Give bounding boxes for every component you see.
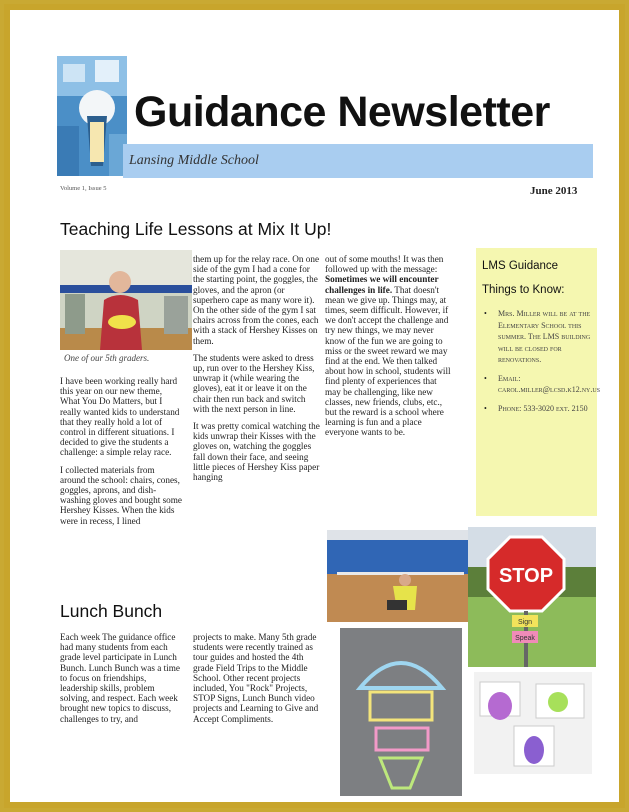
school-banner [123,144,593,178]
article-heading-mix-it-up: Teaching Life Lessons at Mix It Up! [60,219,332,239]
lunch-bunch-column2 [193,632,321,731]
student-relay-photo [60,250,192,350]
lunch-bunch-paragraph: projects to make. Many 5th grade students were recently trained as tour guides and hosted the 4th grade Field Trips to the Middle School. Other recent projects included, You "Rock" Projects, STOP Signs, Lunch Bunch video projects and Learning to Give and Accept Compliments. [193,632,319,724]
gym-relay-photo [327,530,474,622]
speak-label: Speak [515,635,535,642]
issue-date: June 2013 [530,185,578,197]
article1-column3 [325,254,451,438]
page-border [4,4,625,808]
sidebar-item-summer: • Mrs. Miller will be at the Elementary School this summer. The LMS building will be closed for renovations. [484,308,594,366]
sidebar-heading: LMS Guidance [482,260,559,272]
school-name: Lansing Middle School [129,153,259,168]
article1-column1 [60,376,182,533]
school-logo [57,56,127,176]
sidebar-list [484,308,601,421]
photo-caption: One of our 5th graders. [64,353,150,363]
sidebar-subheading: Things to Know: [482,284,565,296]
article1-text: That doesn't mean we give up. Things may, at times, seem difficult. However, if we don't accept the challenge and try new things, we may never know of the fun we are going to miss or the sweet reward we may find at the end. We then talked about how in school, students will find plenty of experiences that may be challenging, like new classes, new friends, clubs, etc., but the reward is a school where learning is fun and a place everyone wants to be. [325,284,451,438]
article1-column2 [193,254,321,489]
article1-paragraph: It was pretty comical watching the kids unwrap their Kisses with the gloves on, watching the goggles fall down their face, and seeing little pieces of Hershey Kiss paper hanging [193,421,320,483]
stop-sign-text: STOP [498,565,554,587]
article1-paragraph: I have been working really hard this year on our new theme, What You Do Matters, but I really wanted kids to understand that they really hold a lot of control in different situations. I decided to give the students a challenge: a simple relay race. [60,376,180,458]
lunch-bunch-column1 [60,632,186,731]
article1-paragraph: The students were asked to dress up, run over to the Hershey Kiss, unwrap it (while wearing the gloves), eat it or leave it on the chair then run back and switch with the next person in line. [193,352,315,414]
sidebar-item-phone: • Phone: 533-3020 ext. 2150 [484,403,594,415]
article1-key-message: Sometimes we will encounter challenges in life. [325,274,439,295]
painted-rocks-photo [474,672,592,774]
lunch-bunch-heading: Lunch Bunch [60,601,163,621]
volume-issue: Volume 1, Issue 5 [60,185,107,192]
article1-text: out of some mouths! It was then followed up with the message: [325,254,444,275]
newsletter-title: Guidance Newsletter [134,88,550,136]
article1-paragraph: I collected materials from around the school: chairs, cones, goggles, aprons, and dish-washing gloves and bought some Hershey Kisses. When the kids were in recess, I lined [60,464,182,526]
newsletter-page [10,10,619,802]
sign-label: Sign [517,619,533,626]
sidebar-item-email: • Email: carol.miller@lcsd.k12.ny.us [484,373,594,396]
article1-paragraph: them up for the relay race. On one side of the gym I had a cone for the starting point, the goggles, the gloves, and the apron (or superhero cape as many wore it). On the other side of the gym I sat chairs across from the cones, each with a stack of Hershey Kisses on them. [193,254,320,346]
things-to-know-sidebar [476,248,601,516]
lunch-bunch-paragraph: Each week The guidance office had many students from each grade level participate in Lunch Bunch. Lunch Bunch was a time to focus on friendships, leadership skills, problem solving, and respect. Each week brought new topics to discuss, challenges to try, and [60,632,180,724]
chalk-art-photo [340,628,462,796]
stop-sign-photo [468,527,596,667]
